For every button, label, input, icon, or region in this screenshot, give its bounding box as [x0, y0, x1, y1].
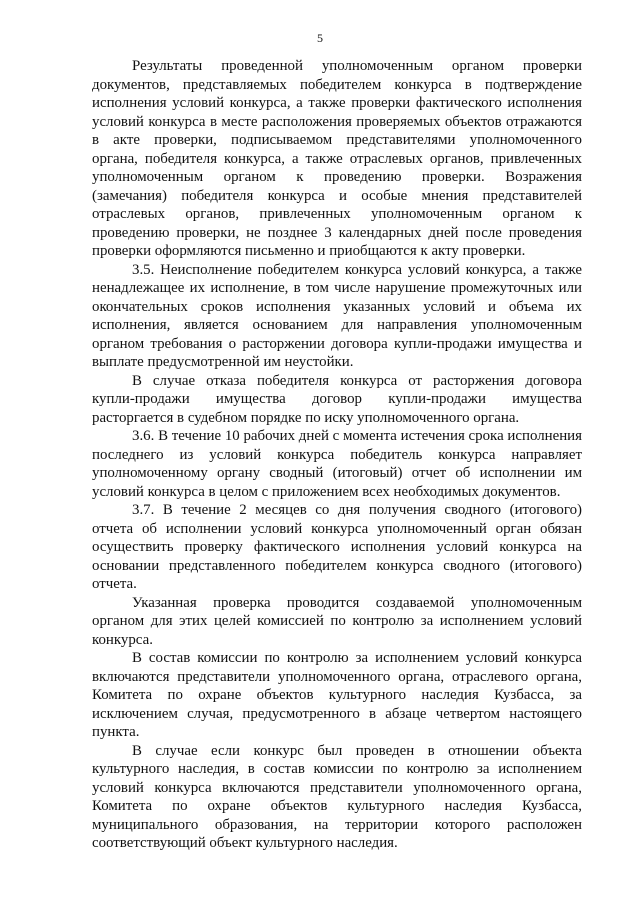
text-line: В случае отказа победителя конкурса от расторжения договора: [132, 372, 582, 389]
text-line: органом требования о расторжении договора купли-продажи имущества и: [92, 335, 582, 352]
paragraph: [92, 594, 582, 650]
paragraph: [92, 372, 582, 428]
text-line: проведению проверки, не позднее 3 календарных дней после проведения: [92, 224, 582, 241]
text-line: В состав комиссии по контролю за исполнением условий конкурса: [132, 650, 582, 666]
text-line: основании представленного победителем конкурса сводного (итогового): [92, 557, 582, 574]
paragraph: [92, 742, 582, 853]
text-line: отраслевых органов, привлеченных уполномоченным органом к: [92, 206, 582, 222]
text-line: условий конкурса включаются представители уполномоченного органа,: [92, 779, 582, 796]
text-line: соответствующий объект культурного наследия.: [92, 835, 398, 851]
text-line: отчета об исполнении условий конкурса уполномоченный орган обязан: [92, 520, 582, 537]
text-line: Результаты проведенной уполномоченным органом проверки: [132, 58, 582, 74]
text-line: пункта.: [92, 724, 140, 740]
text-line: расторгается в судебном порядке по иску уполномоченного органа.: [92, 409, 520, 426]
text-line: ненадлежащее их исполнение, в том числе нарушение промежуточных или: [92, 280, 582, 296]
text-line: 3.5. Неисполнение победителем конкурса условий конкурса, а также: [132, 261, 582, 278]
text-line: исполнения условий конкурса, а также проверки фактического исполнения: [92, 95, 582, 111]
page-number: 5: [317, 31, 323, 45]
text-line: (замечания) победителя конкурса и особые мнения представителей: [92, 187, 582, 204]
text-line: последнего из условий конкурса победитель конкурса направляет: [92, 446, 582, 463]
text-line: условий конкурса в месте расположения проверяемых объектов отражаются: [92, 113, 582, 130]
text-line: органа, победителя конкурса, а также отраслевых органов, привлеченных: [92, 150, 582, 167]
text-line: уполномоченному органу сводный (итоговый) отчет об исполнении им: [92, 465, 582, 481]
text-line: уполномоченным органом к проведению проверки. Возражения: [92, 169, 582, 185]
text-line: отчета.: [92, 576, 137, 592]
text-line: исключением случая, предусмотренного в абзаце четвертом настоящего: [92, 705, 582, 722]
text-line: документов, представляемых победителем конкурса в подтверждение: [92, 76, 582, 93]
text-line: исполнения, является основанием для направления уполномоченным: [92, 317, 582, 333]
text-line: условий конкурса в целом с приложением всех необходимых документов.: [92, 483, 561, 500]
document-body: [92, 57, 582, 853]
text-line: Комитета по охране объектов культурного наследия Кузбасса,: [92, 798, 582, 814]
text-line: Комитета по охране объектов культурного наследия Кузбасса, за: [92, 687, 582, 703]
text-line: культурного наследия, в состав комиссии по контролю за исполнением: [92, 761, 582, 777]
paragraph: [92, 261, 582, 372]
text-line: осуществить проверку фактического исполнения условий конкурса на: [92, 539, 582, 555]
paragraph: [92, 427, 582, 501]
text-line: проверки оформляются письменно и приобщаются к акту проверки.: [92, 243, 526, 259]
text-line: органом для этих целей комиссией по контролю за исполнением условий: [92, 613, 582, 629]
text-line: Указанная проверка проводится создаваемой уполномоченным: [132, 594, 582, 611]
text-line: купли-продажи имущества договор купли-продажи имущества: [92, 391, 582, 407]
text-line: в акте проверки, подписываемом представителями уполномоченного: [92, 132, 582, 148]
paragraph: [92, 501, 582, 594]
paragraph: [92, 57, 582, 261]
text-line: включаются представители уполномоченного органа, отраслевого органа,: [92, 668, 582, 685]
text-line: муниципального образования, на территории которого расположен: [92, 816, 582, 833]
text-line: конкурса.: [92, 631, 153, 648]
text-line: В случае если конкурс был проведен в отношении объекта: [132, 742, 582, 759]
paragraph: [92, 649, 582, 742]
text-line: окончательных сроков исполнения указанных условий и объема их: [92, 298, 582, 315]
text-line: 3.7. В течение 2 месяцев со дня получения сводного (итогового): [132, 502, 582, 518]
text-line: 3.6. В течение 10 рабочих дней с момента истечения срока исполнения: [132, 428, 582, 444]
text-line: выплате предусмотренной им неустойки.: [92, 354, 354, 370]
